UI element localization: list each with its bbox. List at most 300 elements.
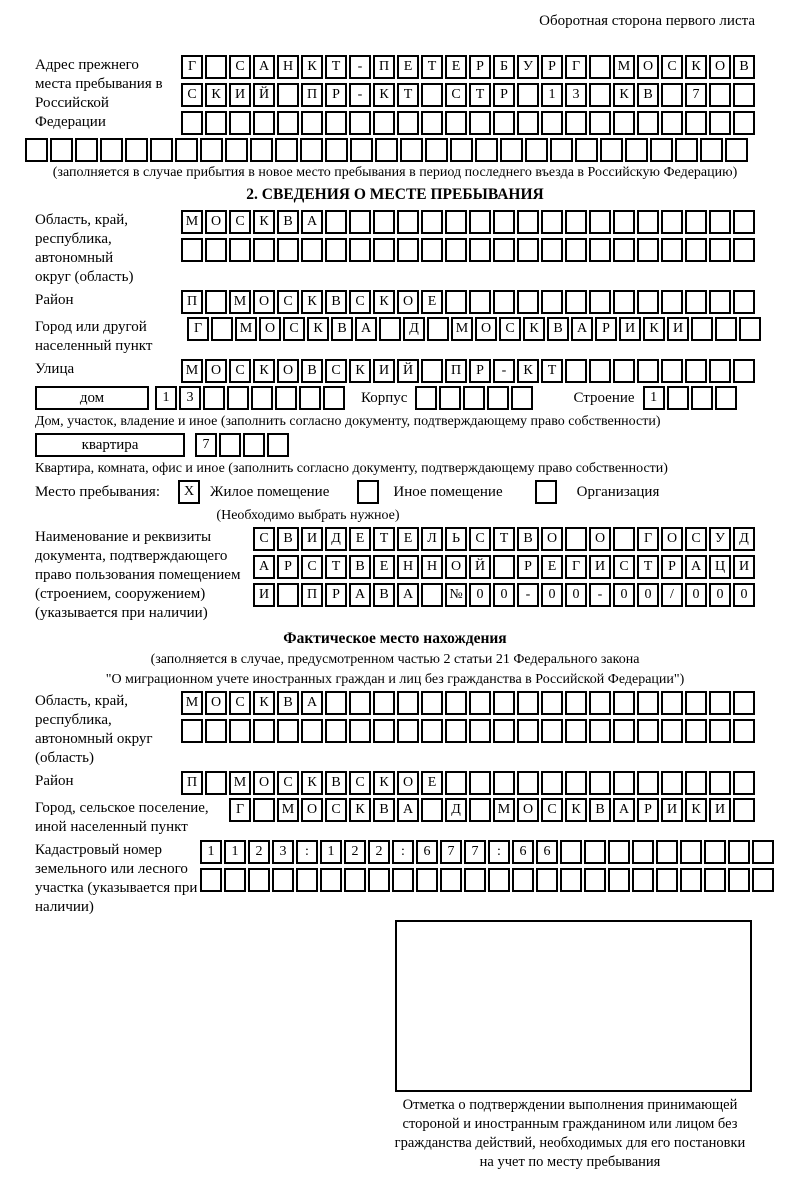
char-cell[interactable]: Т	[469, 83, 491, 107]
char-cell[interactable]	[565, 290, 587, 314]
char-cell[interactable]	[379, 317, 401, 341]
char-cell[interactable]: М	[493, 798, 515, 822]
char-cell[interactable]: №	[445, 583, 467, 607]
char-cell[interactable]: :	[392, 840, 414, 864]
char-cell[interactable]	[248, 868, 270, 892]
char-cell[interactable]: В	[325, 771, 347, 795]
char-cell[interactable]: О	[205, 691, 227, 715]
char-cell[interactable]: Б	[493, 55, 515, 79]
char-cell[interactable]: Т	[421, 55, 443, 79]
char-cell[interactable]: 3	[179, 386, 201, 410]
char-cell[interactable]: В	[325, 290, 347, 314]
char-cell[interactable]	[493, 555, 515, 579]
char-cell[interactable]	[613, 771, 635, 795]
char-cell[interactable]: И	[229, 83, 251, 107]
char-cell[interactable]: 1	[155, 386, 177, 410]
char-cell[interactable]: О	[397, 290, 419, 314]
char-cell[interactable]: К	[301, 55, 323, 79]
char-cell[interactable]: И	[661, 798, 683, 822]
char-cell[interactable]	[445, 691, 467, 715]
char-cell[interactable]	[205, 55, 227, 79]
char-cell[interactable]: О	[709, 55, 731, 79]
char-cell[interactable]	[445, 210, 467, 234]
char-cell[interactable]	[421, 691, 443, 715]
char-cell[interactable]	[661, 771, 683, 795]
char-cell[interactable]	[493, 290, 515, 314]
char-cell[interactable]: Р	[637, 798, 659, 822]
char-cell[interactable]: 0	[733, 583, 755, 607]
char-cell[interactable]: К	[613, 83, 635, 107]
char-cell[interactable]	[589, 111, 611, 135]
char-cell[interactable]	[373, 238, 395, 262]
char-cell[interactable]	[397, 691, 419, 715]
char-cell[interactable]	[728, 868, 750, 892]
char-cell[interactable]: К	[205, 83, 227, 107]
char-cell[interactable]: А	[253, 55, 275, 79]
char-cell[interactable]: П	[181, 290, 203, 314]
char-cell[interactable]: М	[181, 210, 203, 234]
char-cell[interactable]	[243, 433, 265, 457]
char-cell[interactable]	[733, 290, 755, 314]
char-cell[interactable]: Р	[517, 555, 539, 579]
char-cell[interactable]	[181, 719, 203, 743]
char-cell[interactable]: К	[643, 317, 665, 341]
char-cell[interactable]: К	[253, 691, 275, 715]
char-cell[interactable]	[375, 138, 398, 162]
char-cell[interactable]	[560, 840, 582, 864]
char-cell[interactable]	[511, 386, 533, 410]
char-cell[interactable]: Е	[349, 527, 371, 551]
char-cell[interactable]: Й	[397, 359, 419, 383]
char-cell[interactable]	[613, 210, 635, 234]
char-cell[interactable]: Е	[421, 290, 443, 314]
char-cell[interactable]: В	[301, 359, 323, 383]
char-cell[interactable]	[469, 691, 491, 715]
char-cell[interactable]	[525, 138, 548, 162]
char-cell[interactable]: О	[445, 555, 467, 579]
char-cell[interactable]: П	[301, 583, 323, 607]
char-cell[interactable]: 3	[272, 840, 294, 864]
char-cell[interactable]	[541, 238, 563, 262]
char-cell[interactable]	[349, 238, 371, 262]
char-cell[interactable]: Е	[373, 555, 395, 579]
char-cell[interactable]: О	[205, 359, 227, 383]
char-cell[interactable]	[301, 719, 323, 743]
char-cell[interactable]	[400, 138, 423, 162]
char-cell[interactable]: Т	[493, 527, 515, 551]
char-cell[interactable]	[373, 691, 395, 715]
char-cell[interactable]	[439, 386, 461, 410]
char-cell[interactable]	[397, 238, 419, 262]
char-cell[interactable]	[445, 111, 467, 135]
char-cell[interactable]: Е	[445, 55, 467, 79]
char-cell[interactable]: С	[181, 83, 203, 107]
char-cell[interactable]: С	[229, 55, 251, 79]
char-cell[interactable]: С	[661, 55, 683, 79]
char-cell[interactable]: А	[613, 798, 635, 822]
char-cell[interactable]	[100, 138, 123, 162]
char-cell[interactable]	[275, 138, 298, 162]
char-cell[interactable]: С	[445, 83, 467, 107]
char-cell[interactable]	[632, 868, 654, 892]
char-cell[interactable]: О	[397, 771, 419, 795]
char-cell[interactable]: С	[469, 527, 491, 551]
char-cell[interactable]: Т	[397, 83, 419, 107]
char-cell[interactable]	[421, 111, 443, 135]
char-cell[interactable]	[685, 719, 707, 743]
char-cell[interactable]: К	[349, 798, 371, 822]
char-cell[interactable]: 7	[685, 83, 707, 107]
char-cell[interactable]	[205, 719, 227, 743]
char-cell[interactable]	[469, 111, 491, 135]
char-cell[interactable]	[25, 138, 48, 162]
char-cell[interactable]	[517, 210, 539, 234]
char-cell[interactable]	[320, 868, 342, 892]
char-cell[interactable]	[517, 719, 539, 743]
char-cell[interactable]: К	[685, 798, 707, 822]
char-cell[interactable]: Е	[397, 55, 419, 79]
char-cell[interactable]	[637, 238, 659, 262]
char-cell[interactable]: К	[373, 771, 395, 795]
char-cell[interactable]: Н	[397, 555, 419, 579]
char-cell[interactable]	[493, 771, 515, 795]
char-cell[interactable]	[709, 771, 731, 795]
char-cell[interactable]: В	[277, 527, 299, 551]
char-cell[interactable]	[349, 111, 371, 135]
char-cell[interactable]: С	[349, 771, 371, 795]
char-cell[interactable]	[709, 111, 731, 135]
char-cell[interactable]	[700, 138, 723, 162]
char-cell[interactable]	[325, 719, 347, 743]
char-cell[interactable]: С	[613, 555, 635, 579]
char-cell[interactable]: Д	[733, 527, 755, 551]
char-cell[interactable]: Г	[187, 317, 209, 341]
char-cell[interactable]	[625, 138, 648, 162]
char-cell[interactable]	[296, 868, 318, 892]
char-cell[interactable]	[613, 238, 635, 262]
char-cell[interactable]: В	[373, 583, 395, 607]
char-cell[interactable]	[272, 868, 294, 892]
char-cell[interactable]	[675, 138, 698, 162]
char-cell[interactable]	[709, 290, 731, 314]
char-cell[interactable]: В	[277, 691, 299, 715]
char-cell[interactable]	[350, 138, 373, 162]
char-cell[interactable]: Т	[325, 55, 347, 79]
char-cell[interactable]: Г	[565, 555, 587, 579]
char-cell[interactable]	[299, 386, 321, 410]
char-cell[interactable]	[373, 210, 395, 234]
char-cell[interactable]	[229, 111, 251, 135]
char-cell[interactable]: Д	[445, 798, 467, 822]
char-cell[interactable]	[421, 798, 443, 822]
char-cell[interactable]: Р	[469, 359, 491, 383]
char-cell[interactable]	[224, 868, 246, 892]
char-cell[interactable]: 1	[224, 840, 246, 864]
char-cell[interactable]: О	[589, 527, 611, 551]
char-cell[interactable]	[637, 210, 659, 234]
char-cell[interactable]	[613, 111, 635, 135]
char-cell[interactable]: К	[301, 771, 323, 795]
char-cell[interactable]	[728, 840, 750, 864]
char-cell[interactable]: О	[205, 210, 227, 234]
char-cell[interactable]: О	[253, 771, 275, 795]
char-cell[interactable]	[445, 290, 467, 314]
char-cell[interactable]	[575, 138, 598, 162]
char-cell[interactable]	[691, 317, 713, 341]
char-cell[interactable]	[661, 210, 683, 234]
char-cell[interactable]: Г	[565, 55, 587, 79]
char-cell[interactable]	[565, 719, 587, 743]
char-cell[interactable]: С	[349, 290, 371, 314]
char-cell[interactable]	[650, 138, 673, 162]
char-cell[interactable]	[661, 719, 683, 743]
char-cell[interactable]	[277, 83, 299, 107]
char-cell[interactable]: :	[488, 840, 510, 864]
char-cell[interactable]	[733, 111, 755, 135]
char-cell[interactable]	[493, 210, 515, 234]
char-cell[interactable]	[277, 583, 299, 607]
char-cell[interactable]	[709, 83, 731, 107]
char-cell[interactable]: К	[253, 359, 275, 383]
char-cell[interactable]	[445, 771, 467, 795]
char-cell[interactable]	[733, 771, 755, 795]
char-cell[interactable]: Р	[469, 55, 491, 79]
char-cell[interactable]	[661, 238, 683, 262]
char-cell[interactable]: И	[301, 527, 323, 551]
char-cell[interactable]: С	[325, 359, 347, 383]
char-cell[interactable]	[661, 359, 683, 383]
char-cell[interactable]	[415, 386, 437, 410]
char-cell[interactable]: Й	[469, 555, 491, 579]
char-cell[interactable]	[709, 210, 731, 234]
char-cell[interactable]	[565, 210, 587, 234]
char-cell[interactable]	[680, 868, 702, 892]
char-cell[interactable]	[469, 719, 491, 743]
char-cell[interactable]	[541, 771, 563, 795]
char-cell[interactable]	[253, 111, 275, 135]
char-cell[interactable]	[637, 290, 659, 314]
char-cell[interactable]	[685, 359, 707, 383]
char-cell[interactable]: О	[475, 317, 497, 341]
char-cell[interactable]: С	[229, 359, 251, 383]
char-cell[interactable]: П	[301, 83, 323, 107]
char-cell[interactable]: А	[685, 555, 707, 579]
char-cell[interactable]: Ц	[709, 555, 731, 579]
char-cell[interactable]	[392, 868, 414, 892]
char-cell[interactable]	[637, 691, 659, 715]
char-cell[interactable]	[368, 868, 390, 892]
char-cell[interactable]	[125, 138, 148, 162]
char-cell[interactable]	[421, 719, 443, 743]
char-cell[interactable]	[267, 433, 289, 457]
char-cell[interactable]: -	[349, 83, 371, 107]
char-cell[interactable]: 7	[464, 840, 486, 864]
char-cell[interactable]	[517, 111, 539, 135]
char-cell[interactable]	[205, 111, 227, 135]
char-cell[interactable]	[589, 290, 611, 314]
char-cell[interactable]	[469, 798, 491, 822]
char-cell[interactable]: Е	[541, 555, 563, 579]
char-cell[interactable]: К	[523, 317, 545, 341]
char-cell[interactable]: С	[229, 210, 251, 234]
char-cell[interactable]	[517, 771, 539, 795]
char-cell[interactable]	[200, 868, 222, 892]
char-cell[interactable]: -	[349, 55, 371, 79]
char-cell[interactable]	[344, 868, 366, 892]
char-cell[interactable]: М	[181, 691, 203, 715]
char-cell[interactable]: 1	[320, 840, 342, 864]
char-cell[interactable]: К	[253, 210, 275, 234]
char-cell[interactable]: 0	[565, 583, 587, 607]
char-cell[interactable]	[205, 771, 227, 795]
char-cell[interactable]	[425, 138, 448, 162]
char-cell[interactable]: Т	[373, 527, 395, 551]
char-cell[interactable]: Р	[277, 555, 299, 579]
char-cell[interactable]	[493, 238, 515, 262]
char-cell[interactable]: О	[661, 527, 683, 551]
char-cell[interactable]	[517, 691, 539, 715]
char-cell[interactable]	[421, 83, 443, 107]
char-cell[interactable]: Е	[397, 527, 419, 551]
char-cell[interactable]: С	[277, 290, 299, 314]
char-cell[interactable]	[517, 290, 539, 314]
char-cell[interactable]: Р	[325, 583, 347, 607]
char-cell[interactable]: П	[373, 55, 395, 79]
char-cell[interactable]	[565, 111, 587, 135]
char-cell[interactable]: К	[685, 55, 707, 79]
char-cell[interactable]: 1	[643, 386, 665, 410]
char-cell[interactable]: М	[229, 771, 251, 795]
char-cell[interactable]: Д	[325, 527, 347, 551]
char-cell[interactable]	[493, 111, 515, 135]
char-cell[interactable]	[725, 138, 748, 162]
char-cell[interactable]: А	[355, 317, 377, 341]
char-cell[interactable]	[733, 238, 755, 262]
char-cell[interactable]	[463, 386, 485, 410]
char-cell[interactable]: М	[235, 317, 257, 341]
char-cell[interactable]	[589, 771, 611, 795]
char-cell[interactable]: Н	[421, 555, 443, 579]
char-cell[interactable]: Г	[229, 798, 251, 822]
char-cell[interactable]	[589, 210, 611, 234]
char-cell[interactable]	[416, 868, 438, 892]
char-cell[interactable]	[661, 83, 683, 107]
char-cell[interactable]	[349, 719, 371, 743]
char-cell[interactable]: :	[296, 840, 318, 864]
char-cell[interactable]: И	[667, 317, 689, 341]
char-cell[interactable]	[397, 719, 419, 743]
char-cell[interactable]	[205, 238, 227, 262]
char-cell[interactable]	[541, 719, 563, 743]
char-cell[interactable]: Р	[595, 317, 617, 341]
char-cell[interactable]: 0	[637, 583, 659, 607]
checkbox-other-premises[interactable]	[357, 480, 379, 504]
char-cell[interactable]	[469, 238, 491, 262]
char-cell[interactable]	[752, 868, 774, 892]
char-cell[interactable]: А	[301, 691, 323, 715]
char-cell[interactable]: Р	[541, 55, 563, 79]
char-cell[interactable]	[50, 138, 73, 162]
char-cell[interactable]	[450, 138, 473, 162]
char-cell[interactable]: В	[517, 527, 539, 551]
char-cell[interactable]	[715, 386, 737, 410]
char-cell[interactable]	[225, 138, 248, 162]
char-cell[interactable]	[397, 111, 419, 135]
char-cell[interactable]: М	[181, 359, 203, 383]
char-cell[interactable]: В	[589, 798, 611, 822]
char-cell[interactable]: Г	[181, 55, 203, 79]
char-cell[interactable]	[203, 386, 225, 410]
char-cell[interactable]: С	[283, 317, 305, 341]
char-cell[interactable]: -	[589, 583, 611, 607]
char-cell[interactable]: 1	[541, 83, 563, 107]
char-cell[interactable]: В	[373, 798, 395, 822]
char-cell[interactable]: 0	[613, 583, 635, 607]
char-cell[interactable]: И	[733, 555, 755, 579]
char-cell[interactable]	[656, 840, 678, 864]
char-cell[interactable]: Д	[403, 317, 425, 341]
char-cell[interactable]	[421, 359, 443, 383]
char-cell[interactable]	[565, 527, 587, 551]
char-cell[interactable]: С	[685, 527, 707, 551]
char-cell[interactable]: И	[589, 555, 611, 579]
char-cell[interactable]	[584, 840, 606, 864]
char-cell[interactable]: У	[709, 527, 731, 551]
char-cell[interactable]	[445, 238, 467, 262]
char-cell[interactable]	[608, 840, 630, 864]
char-cell[interactable]: 7	[440, 840, 462, 864]
char-cell[interactable]	[325, 111, 347, 135]
char-cell[interactable]: Ь	[445, 527, 467, 551]
char-cell[interactable]	[487, 386, 509, 410]
char-cell[interactable]: Р	[661, 555, 683, 579]
char-cell[interactable]	[253, 798, 275, 822]
char-cell[interactable]	[277, 111, 299, 135]
char-cell[interactable]	[733, 359, 755, 383]
char-cell[interactable]: С	[229, 691, 251, 715]
char-cell[interactable]	[445, 719, 467, 743]
char-cell[interactable]	[325, 138, 348, 162]
char-cell[interactable]	[589, 691, 611, 715]
char-cell[interactable]	[325, 210, 347, 234]
char-cell[interactable]	[565, 238, 587, 262]
char-cell[interactable]	[637, 719, 659, 743]
char-cell[interactable]	[661, 290, 683, 314]
char-cell[interactable]	[397, 210, 419, 234]
char-cell[interactable]: -	[517, 583, 539, 607]
char-cell[interactable]	[709, 359, 731, 383]
char-cell[interactable]: И	[373, 359, 395, 383]
char-cell[interactable]: А	[253, 555, 275, 579]
char-cell[interactable]: 2	[248, 840, 270, 864]
checkbox-residential[interactable]: X	[178, 480, 200, 504]
char-cell[interactable]: 0	[541, 583, 563, 607]
char-cell[interactable]	[150, 138, 173, 162]
char-cell[interactable]	[517, 238, 539, 262]
char-cell[interactable]	[637, 359, 659, 383]
char-cell[interactable]	[680, 840, 702, 864]
char-cell[interactable]: Р	[325, 83, 347, 107]
char-cell[interactable]	[219, 433, 241, 457]
char-cell[interactable]	[685, 290, 707, 314]
char-cell[interactable]	[704, 868, 726, 892]
char-cell[interactable]	[517, 83, 539, 107]
char-cell[interactable]: 0	[469, 583, 491, 607]
char-cell[interactable]	[637, 771, 659, 795]
char-cell[interactable]	[733, 210, 755, 234]
char-cell[interactable]	[181, 238, 203, 262]
char-cell[interactable]	[733, 691, 755, 715]
